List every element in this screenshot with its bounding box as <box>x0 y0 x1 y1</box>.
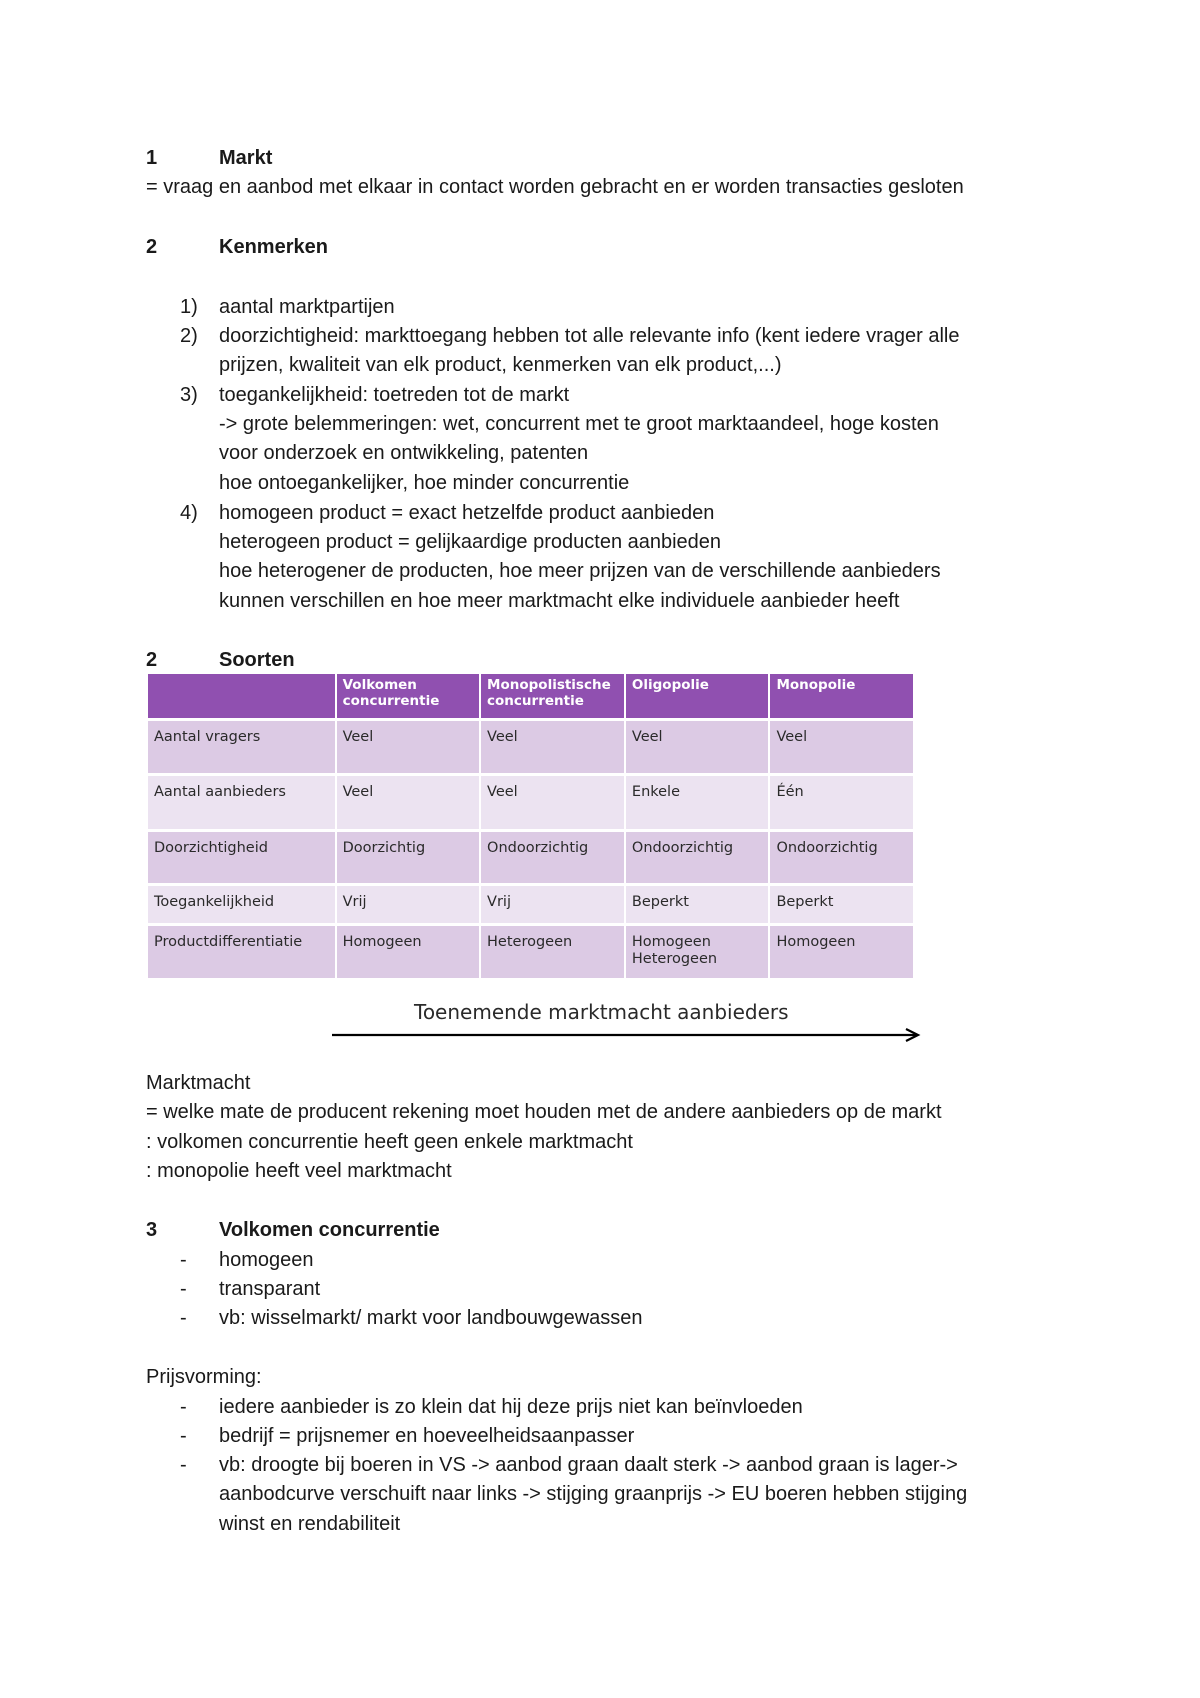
bullet-marker: - <box>180 1307 187 1329</box>
table-cell: Aantal aanbieders <box>148 776 335 832</box>
cell-line: Heterogeen <box>631 951 718 967</box>
bullet-marker: - <box>180 1425 187 1447</box>
bullet-text: vb: droogte bij boeren in VS -> aanbod graan daalt sterk -> aanbod graan is lager-> <box>219 1454 958 1476</box>
heading-title: Volkomen concurrentie <box>219 1219 440 1241</box>
list-item-text: toegankelijkheid: toetreden tot de markt <box>219 384 570 406</box>
table-row <box>148 721 913 776</box>
table-cell: Homogeen <box>770 926 913 981</box>
table-cell: Veel <box>337 776 479 832</box>
table-cell: Ondoorzichtig <box>770 832 913 886</box>
table-cell: Veel <box>770 721 913 776</box>
bullet-marker: - <box>180 1454 187 1476</box>
marktmacht-title: Marktmacht <box>146 1072 251 1094</box>
list-marker: 1) <box>180 296 198 318</box>
bullet-marker: - <box>180 1396 187 1418</box>
marktmacht-line: : monopolie heeft veel marktmacht <box>146 1160 452 1182</box>
table-row <box>148 926 913 981</box>
table-cell: Doorzichtig <box>337 832 479 886</box>
market-types-table <box>146 674 915 981</box>
marktmacht-line: : volkomen concurrentie heeft geen enkele marktmacht <box>146 1131 633 1153</box>
table-header-cell: Oligopolie <box>626 674 769 721</box>
list-item-text: -> grote belemmeringen: wet, concurrent met te groot marktaandeel, hoge kosten <box>219 413 939 435</box>
heading-title: Soorten <box>219 649 295 671</box>
heading-number: 1 <box>146 147 158 169</box>
list-item-text: hoe ontoegankelijker, hoe minder concurrentie <box>219 472 630 494</box>
heading-volkomen-concurrentie <box>146 1218 440 1242</box>
cell-line: Homogeen <box>631 934 711 950</box>
heading-number: 2 <box>146 649 158 671</box>
list-item-text: prijzen, kwaliteit van elk product, kenmerken van elk product,...) <box>219 354 782 376</box>
heading-title: Markt <box>219 147 273 169</box>
list-item-text: homogeen product = exact hetzelfde product aanbieden <box>219 502 715 524</box>
table-cell: Homogeen <box>337 926 479 981</box>
bullet-marker: - <box>180 1278 187 1300</box>
table-cell: Beperkt <box>770 886 913 926</box>
bullet-text: vb: wisselmarkt/ markt voor landbouwgewassen <box>219 1307 643 1329</box>
table-cell: Vrij <box>337 886 479 926</box>
right-arrow-icon <box>330 1027 930 1043</box>
table-row <box>148 886 913 926</box>
header-label: Monopolistische concurrentie <box>487 677 611 709</box>
heading-number: 2 <box>146 236 158 258</box>
table-cell: Veel <box>337 721 479 776</box>
bullet-text: homogeen <box>219 1249 314 1271</box>
header-label: Volkomen concurrentie <box>342 677 440 709</box>
bullet-text: transparant <box>219 1278 321 1300</box>
list-item-text: doorzichtigheid: markttoegang hebben tot alle relevante info (kent iedere vrager alle <box>219 325 960 347</box>
table-header-cell <box>337 674 479 721</box>
list-item-text: heterogeen product = gelijkaardige producten aanbieden <box>219 531 722 553</box>
table-header-cell <box>148 674 335 721</box>
arrow-label: Toenemende marktmacht aanbieders <box>414 1000 789 1024</box>
table-cell: Veel <box>481 721 624 776</box>
table-cell: Veel <box>626 721 769 776</box>
markt-definition: = vraag en aanbod met elkaar in contact worden gebracht en er worden transacties gesloten <box>146 176 964 198</box>
table-header-cell <box>481 674 624 721</box>
table-cell: Veel <box>481 776 624 832</box>
list-marker: 2) <box>180 325 198 347</box>
table-cell: Toegankelijkheid <box>148 886 335 926</box>
list-marker: 3) <box>180 384 198 406</box>
table-cell: Enkele <box>626 776 769 832</box>
table-cell: Aantal vragers <box>148 721 335 776</box>
table-cell: Vrij <box>481 886 624 926</box>
bullet-text: winst en rendabiliteit <box>219 1513 401 1535</box>
table-cell: Productdifferentiatie <box>148 926 335 981</box>
prijsvorming-title: Prijsvorming: <box>146 1366 262 1388</box>
heading-title: Kenmerken <box>219 236 328 258</box>
table-header-row <box>148 674 913 721</box>
table-row <box>148 832 913 886</box>
table-cell: Heterogeen <box>481 926 624 981</box>
list-item-text: kunnen verschillen en hoe meer marktmacht elke individuele aanbieder heeft <box>219 590 900 612</box>
marktmacht-line: = welke mate de producent rekening moet houden met de andere aanbieders op de markt <box>146 1101 942 1123</box>
heading-number: 3 <box>146 1219 158 1241</box>
table-cell <box>626 926 769 981</box>
table-row <box>148 776 913 832</box>
heading-markt <box>146 146 272 170</box>
table-cell: Ondoorzichtig <box>626 832 769 886</box>
bullet-text: bedrijf = prijsnemer en hoeveelheidsaanpasser <box>219 1425 635 1447</box>
list-marker: 4) <box>180 502 198 524</box>
list-item-text: hoe heterogener de producten, hoe meer prijzen van de verschillende aanbieders <box>219 560 941 582</box>
list-item-text: aantal marktpartijen <box>219 296 395 318</box>
list-item-text: voor onderzoek en ontwikkeling, patenten <box>219 442 589 464</box>
table-cell: Één <box>770 776 913 832</box>
bullet-marker: - <box>180 1249 187 1271</box>
table-header-cell: Monopolie <box>770 674 913 721</box>
table-cell: Doorzichtigheid <box>148 832 335 886</box>
bullet-text: iedere aanbieder is zo klein dat hij deze prijs niet kan beïnvloeden <box>219 1396 803 1418</box>
heading-soorten <box>146 648 295 672</box>
table-cell: Beperkt <box>626 886 769 926</box>
heading-kenmerken <box>146 235 328 259</box>
table-cell: Ondoorzichtig <box>481 832 624 886</box>
bullet-text: aanbodcurve verschuift naar links -> stijging graanprijs -> EU boeren hebben stijging <box>219 1483 968 1505</box>
